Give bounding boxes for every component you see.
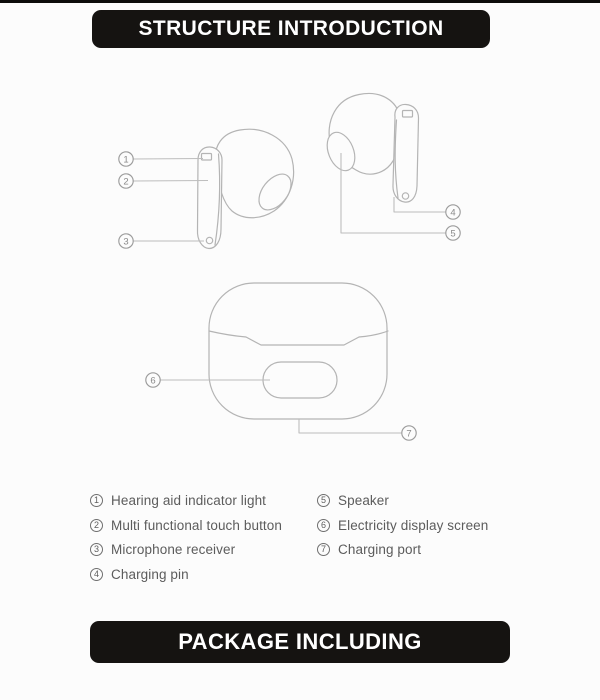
callout-line-7 [299,419,402,433]
legend-label-1: Hearing aid indicator light [111,492,267,508]
callout-number-2: 2 [123,176,129,188]
left-earbud-mic-hole [206,237,212,243]
callout-number-6: 6 [150,375,156,387]
legend-label-5: Speaker [338,492,389,508]
callout-number-3: 3 [123,236,129,248]
right-earbud-mic-hole [402,193,408,199]
case-display-screen-outline [263,362,337,398]
callout-line-1 [133,159,203,160]
legend-number-6: 6 [317,519,330,532]
callout-number-4: 4 [450,207,456,219]
legend-column-right [317,488,488,562]
callout-marker-3 [119,234,133,248]
legend-number-4: 4 [90,568,103,581]
legend-item-3 [90,537,282,562]
callout-number-7: 7 [406,428,412,440]
legend-number-7: 7 [317,543,330,556]
callout-marker-5 [446,226,460,240]
structure-section-title: STRUCTURE INTRODUCTION [138,17,444,40]
callout-marker-4 [446,205,460,219]
legend-number-1: 1 [90,494,103,507]
left-earbud-illustration [197,129,297,248]
legend-number-2: 2 [90,519,103,532]
legend-label-6: Electricity display screen [338,517,489,533]
left-earbud-stem [197,147,222,249]
callout-marker-1 [119,152,133,166]
callout-line-2 [133,181,208,182]
callout-marker-7 [402,426,416,440]
legend-label-7: Charging port [338,542,422,558]
right-earbud-illustration [322,93,419,202]
legend-number-5: 5 [317,494,330,507]
section-header-package [90,621,510,663]
legend-label-4: Charging pin [111,566,189,582]
callout-number-1: 1 [123,154,129,166]
legend-item-1 [90,488,282,513]
legend-item-7 [317,537,488,562]
legend-item-2 [90,513,282,538]
package-section-title: PACKAGE INCLUDING [178,629,422,654]
legend-column-left [90,488,282,587]
legend-item-5 [317,488,488,513]
callout-marker-2 [119,174,133,188]
charging-case-illustration [209,283,388,419]
legend-label-3: Microphone receiver [111,542,236,558]
legend-item-6 [317,513,488,538]
legend-number-3: 3 [90,543,103,556]
callout-number-5: 5 [450,228,456,240]
legend-label-2: Multi functional touch button [111,517,283,533]
legend-item-4 [90,562,282,587]
callout-marker-6 [146,373,160,387]
right-earbud-indicator-window [403,111,413,118]
